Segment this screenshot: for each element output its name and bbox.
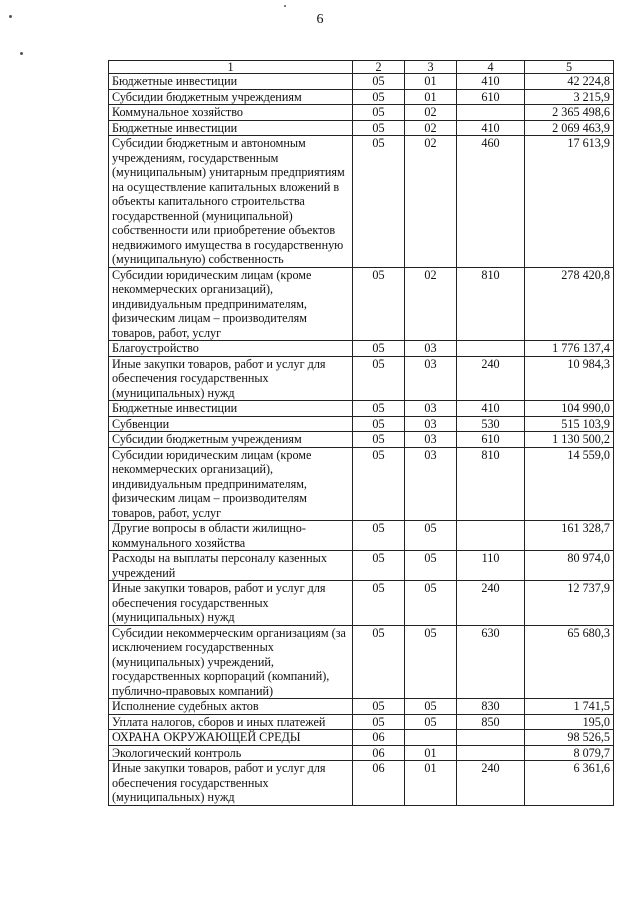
amount-cell: 2 069 463,9 [525, 120, 614, 136]
expense-name-cell: Расходы на выплаты персоналу казенных учреждений [109, 551, 353, 581]
section-code-cell: 05 [353, 714, 405, 730]
subsection-code-cell: 01 [405, 745, 457, 761]
expense-type-code-cell: 850 [457, 714, 525, 730]
section-code-cell: 05 [353, 416, 405, 432]
table-row [109, 761, 614, 806]
subsection-code-cell: 05 [405, 551, 457, 581]
subsection-code-cell: 02 [405, 120, 457, 136]
subsection-code-cell: 02 [405, 267, 457, 341]
table-row [109, 581, 614, 626]
subsection-code-cell: 03 [405, 447, 457, 521]
table-row [109, 745, 614, 761]
section-code-cell: 05 [353, 521, 405, 551]
expense-name-cell: Субсидии юридическим лицам (кроме некоммерческих организаций), индивидуальным предпринимателям, физическим лицам – производителям товаров, работ, услуг [109, 447, 353, 521]
table-row [109, 356, 614, 401]
header-cell: 2 [353, 61, 405, 74]
subsection-code-cell: 03 [405, 401, 457, 417]
amount-cell: 278 420,8 [525, 267, 614, 341]
scan-speck [20, 52, 23, 55]
subsection-code-cell: 05 [405, 699, 457, 715]
expense-type-code-cell: 830 [457, 699, 525, 715]
table-row [109, 447, 614, 521]
table-row [109, 625, 614, 699]
scan-speck [9, 15, 12, 18]
header-cell: 3 [405, 61, 457, 74]
expense-type-code-cell: 610 [457, 89, 525, 105]
header-cell: 4 [457, 61, 525, 74]
section-code-cell: 05 [353, 625, 405, 699]
expense-name-cell: Исполнение судебных актов [109, 699, 353, 715]
expense-type-code-cell [457, 730, 525, 746]
expense-type-code-cell [457, 745, 525, 761]
expense-name-cell: Иные закупки товаров, работ и услуг для обеспечения государственных (муниципальных) нужд [109, 761, 353, 806]
amount-cell: 17 613,9 [525, 136, 614, 268]
expense-type-code-cell [457, 521, 525, 551]
table-row [109, 551, 614, 581]
subsection-code-cell: 05 [405, 521, 457, 551]
subsection-code-cell: 02 [405, 136, 457, 268]
expense-name-cell: Уплата налогов, сборов и иных платежей [109, 714, 353, 730]
subsection-code-cell: 02 [405, 105, 457, 121]
amount-cell: 1 130 500,2 [525, 432, 614, 448]
subsection-code-cell: 05 [405, 581, 457, 626]
amount-cell: 1 741,5 [525, 699, 614, 715]
amount-cell: 6 361,6 [525, 761, 614, 806]
subsection-code-cell: 01 [405, 74, 457, 90]
page-number: 6 [316, 12, 324, 27]
table-row [109, 416, 614, 432]
table-row [109, 74, 614, 90]
table-row [109, 730, 614, 746]
section-code-cell: 05 [353, 447, 405, 521]
table-row [109, 714, 614, 730]
section-code-cell: 05 [353, 341, 405, 357]
subsection-code-cell: 03 [405, 341, 457, 357]
section-code-cell: 05 [353, 432, 405, 448]
table-row [109, 432, 614, 448]
expense-type-code-cell: 530 [457, 416, 525, 432]
subsection-code-cell: 05 [405, 625, 457, 699]
expense-type-code-cell: 110 [457, 551, 525, 581]
section-code-cell: 05 [353, 74, 405, 90]
expense-type-code-cell: 410 [457, 120, 525, 136]
amount-cell: 14 559,0 [525, 447, 614, 521]
expense-type-code-cell: 240 [457, 581, 525, 626]
amount-cell: 515 103,9 [525, 416, 614, 432]
expense-name-cell: Другие вопросы в области жилищно-коммунального хозяйства [109, 521, 353, 551]
table-row [109, 341, 614, 357]
section-code-cell: 05 [353, 105, 405, 121]
table-row [109, 267, 614, 341]
expense-type-code-cell: 240 [457, 356, 525, 401]
amount-cell: 8 079,7 [525, 745, 614, 761]
section-code-cell: 05 [353, 581, 405, 626]
section-code-cell: 05 [353, 356, 405, 401]
amount-cell: 3 215,9 [525, 89, 614, 105]
subsection-code-cell: 03 [405, 416, 457, 432]
amount-cell: 98 526,5 [525, 730, 614, 746]
budget-table [108, 60, 614, 806]
subsection-code-cell: 03 [405, 356, 457, 401]
table-row [109, 401, 614, 417]
section-code-cell: 05 [353, 120, 405, 136]
table-row [109, 120, 614, 136]
amount-cell: 10 984,3 [525, 356, 614, 401]
header-cell: 1 [109, 61, 353, 74]
expense-type-code-cell: 810 [457, 267, 525, 341]
amount-cell: 161 328,7 [525, 521, 614, 551]
table-row [109, 136, 614, 268]
expense-type-code-cell [457, 341, 525, 357]
expense-name-cell: Бюджетные инвестиции [109, 74, 353, 90]
expense-type-code-cell: 610 [457, 432, 525, 448]
expense-name-cell: Бюджетные инвестиции [109, 401, 353, 417]
expense-type-code-cell: 410 [457, 401, 525, 417]
expense-type-code-cell: 630 [457, 625, 525, 699]
section-code-cell: 06 [353, 730, 405, 746]
amount-cell: 1 776 137,4 [525, 341, 614, 357]
expense-name-cell: Субсидии бюджетным учреждениям [109, 89, 353, 105]
expense-type-code-cell: 240 [457, 761, 525, 806]
amount-cell: 2 365 498,6 [525, 105, 614, 121]
amount-cell: 104 990,0 [525, 401, 614, 417]
table-header-row [109, 61, 614, 74]
expense-type-code-cell [457, 105, 525, 121]
section-code-cell: 05 [353, 89, 405, 105]
subsection-code-cell: 03 [405, 432, 457, 448]
section-code-cell: 05 [353, 551, 405, 581]
expense-name-cell: Субсидии некоммерческим организациям (за исключением государственных (муниципальных) учреждений, государственных корпораций (компаний), публично-правовых компаний) [109, 625, 353, 699]
expense-name-cell: ОХРАНА ОКРУЖАЮЩЕЙ СРЕДЫ [109, 730, 353, 746]
section-code-cell: 05 [353, 401, 405, 417]
table-row [109, 89, 614, 105]
expense-name-cell: Экологический контроль [109, 745, 353, 761]
expense-name-cell: Коммунальное хозяйство [109, 105, 353, 121]
expense-type-code-cell: 410 [457, 74, 525, 90]
section-code-cell: 05 [353, 267, 405, 341]
section-code-cell: 05 [353, 699, 405, 715]
amount-cell: 195,0 [525, 714, 614, 730]
table-row [109, 699, 614, 715]
expense-name-cell: Иные закупки товаров, работ и услуг для обеспечения государственных (муниципальных) нужд [109, 581, 353, 626]
subsection-code-cell: 01 [405, 89, 457, 105]
expense-name-cell: Субвенции [109, 416, 353, 432]
header-cell: 5 [525, 61, 614, 74]
amount-cell: 42 224,8 [525, 74, 614, 90]
subsection-code-cell: 01 [405, 761, 457, 806]
section-code-cell: 06 [353, 761, 405, 806]
section-code-cell: 05 [353, 136, 405, 268]
section-code-cell: 06 [353, 745, 405, 761]
amount-cell: 80 974,0 [525, 551, 614, 581]
expense-name-cell: Субсидии юридическим лицам (кроме некоммерческих организаций), индивидуальным предпринимателям, физическим лицам – производителям товаров, работ, услуг [109, 267, 353, 341]
subsection-code-cell [405, 730, 457, 746]
table-row [109, 521, 614, 551]
subsection-code-cell: 05 [405, 714, 457, 730]
expense-type-code-cell: 810 [457, 447, 525, 521]
expense-name-cell: Бюджетные инвестиции [109, 120, 353, 136]
expense-name-cell: Благоустройство [109, 341, 353, 357]
expense-type-code-cell: 460 [457, 136, 525, 268]
amount-cell: 65 680,3 [525, 625, 614, 699]
scan-speck [284, 5, 286, 7]
amount-cell: 12 737,9 [525, 581, 614, 626]
table-row [109, 105, 614, 121]
expense-name-cell: Иные закупки товаров, работ и услуг для обеспечения государственных (муниципальных) нужд [109, 356, 353, 401]
expense-name-cell: Субсидии бюджетным и автономным учреждениям, государственным (муниципальным) унитарным предприятиям на осуществление капитальных вложений в объекты капитального строительства государственной (муниципальной) собственности или приобретение объектов недвижимого имущества в государственную (муниципальную) собственность [109, 136, 353, 268]
expense-name-cell: Субсидии бюджетным учреждениям [109, 432, 353, 448]
